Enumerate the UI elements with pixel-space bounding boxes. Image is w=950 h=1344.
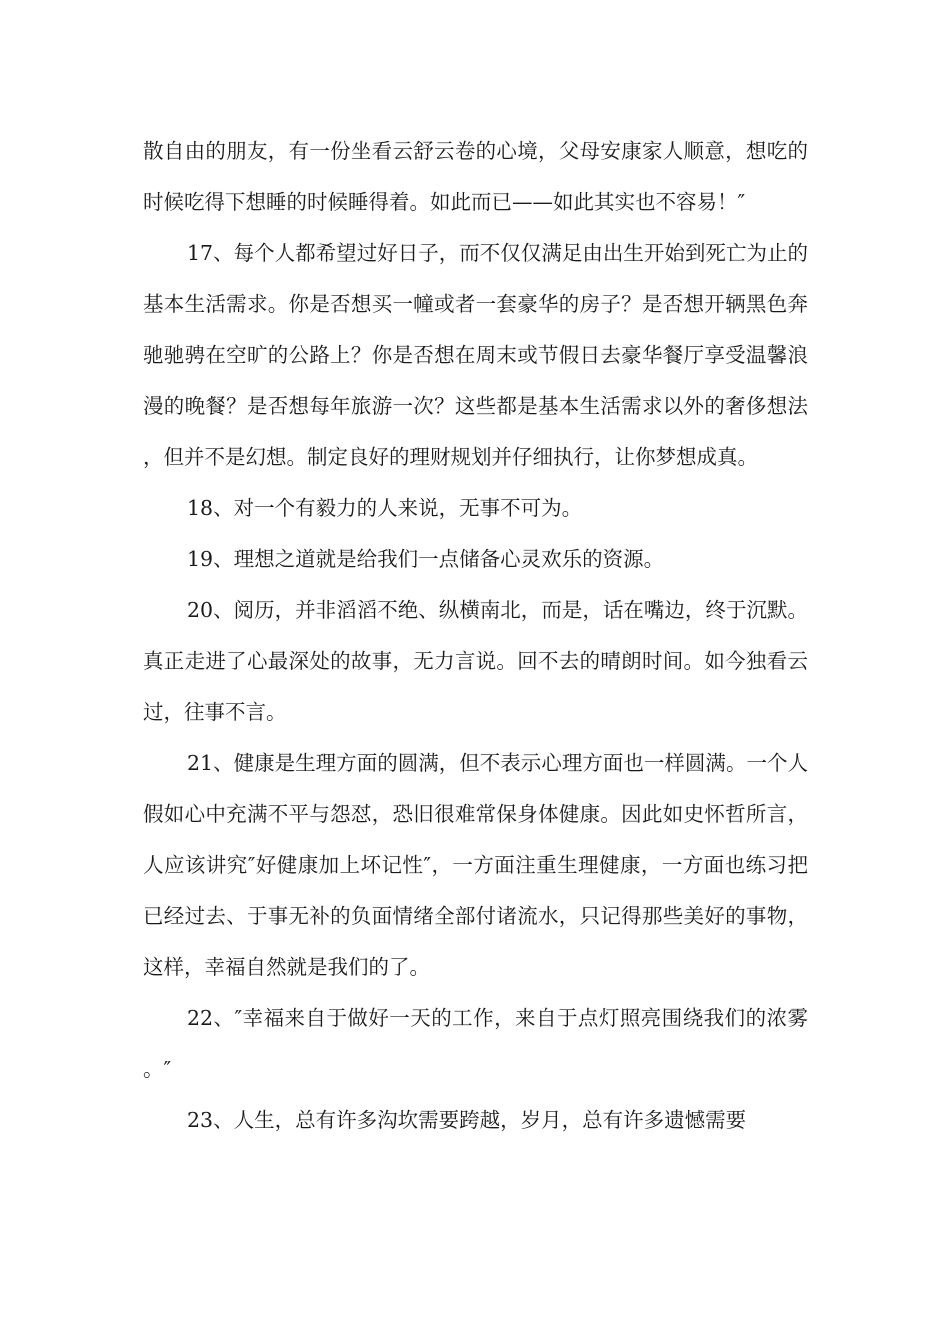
paragraph-item-19: 19、理想之道就是给我们一点储备心灵欢乐的资源。 xyxy=(187,547,665,571)
paragraph-item-21: 21、健康是生理方面的圆满，但不表示心理方面也一样圆满。一个人假如心中充满不平与怨怼，恐旧很难常保身体健康。因此如史怀哲所言，人应该讲究″好健康加上坏记性″，一方面注重生理健康，一方面也练习把已经过去、于事无补的负面情绪全部付诸流水，只记得那些美好的事物，这样，幸福自然就是我们的了。 xyxy=(143,751,808,979)
paragraph-item-23: 23、人生，总有许多沟坎需要跨越，岁月，总有许多遗憾需要 xyxy=(187,1108,747,1132)
document-body xyxy=(143,126,808,1146)
paragraph-item-17: 17、每个人都希望过好日子，而不仅仅满足由出生开始到死亡为止的基本生活需求。你是否想买一幢或者一套豪华的房子？是否想开辆黑色奔驰驰骋在空旷的公路上？你是否想在周末或节假日去豪华餐厅享受温馨浪漫的晚餐？是否想每年旅游一次？这些都是基本生活需求以外的奢侈想法，但并不是幻想。制定良好的理财规划并仔细执行，让你梦想成真。 xyxy=(143,241,808,469)
paragraph-item-20: 20、阅历，并非滔滔不绝、纵横南北，而是，话在嘴边，终于沉默。真正走进了心最深处的故事，无力言说。回不去的晴朗时间。如今独看云过，往事不言。 xyxy=(143,598,808,724)
paragraph-item-18: 18、对一个有毅力的人来说，无事不可为。 xyxy=(187,496,583,520)
paragraph-item-22: 22、″幸福来自于做好一天的工作，来自于点灯照亮围绕我们的浓雾。″ xyxy=(143,1006,808,1081)
paragraph-continuation: 散自由的朋友，有一份坐看云舒云卷的心境，父母安康家人顺意，想吃的时候吃得下想睡的时候睡得着。如此而已——如此其实也不容易！″ xyxy=(143,139,808,214)
